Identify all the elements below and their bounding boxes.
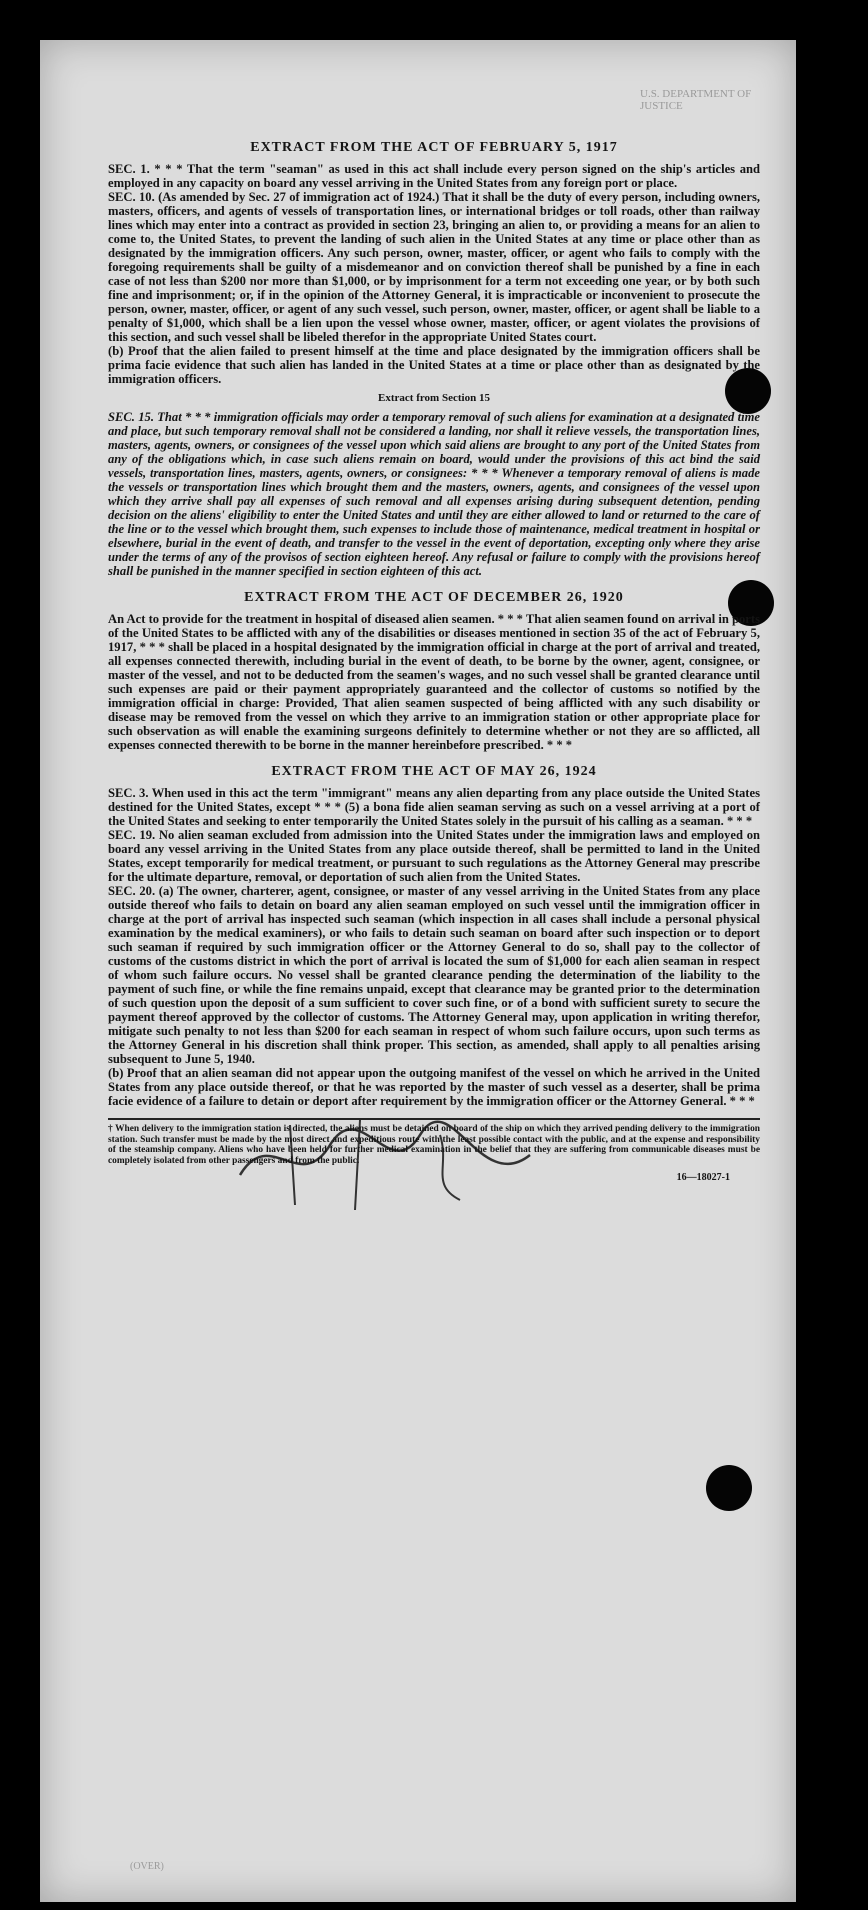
paragraph-1924-sec19: SEC. 19. No alien seaman excluded from admission into the United States under the immigration laws and employed on board any vessel arriving in the United States from any place outside thereof, shall be permitted to land in the United States, except temporarily for medical treatment, or pursuant to such regulations as the Attorney General may prescribe for the ultimate departure, removal, or deportation of such alien from the United States.	[108, 828, 760, 884]
heading-act-1924: EXTRACT FROM THE ACT OF MAY 26, 1924	[271, 764, 597, 779]
heading-section-15: Extract from Section 15	[378, 392, 490, 404]
paragraph-1924-sec20b: (b) Proof that an alien seaman did not appear upon the outgoing manifest of the vessel on which he arrived in the United States from any place outside thereof, or that he was reported by the master of such vessel as a deserter, shall be prima facie evidence of a failure to detain or deport after requirement by the immigration officer or the Attorney General. * * *	[108, 1066, 760, 1108]
paragraph-1917-sec10: SEC. 10. (As amended by Sec. 27 of immigration act of 1924.) That it shall be the duty of every person, including owners, masters, officers, and agents of vessels of transportation lines, or international bridges or toll roads, other than railway lines which may enter into a contract as provided in section 23, bringing an alien to, or providing a means for an alien to come to, the United States, to prevent the landing of such alien in the United States at any time or place other than as designated by the immigration officers. Any such person, owner, master, officer, or agent who fails to comply with the foregoing requirements shall be guilty of a misdemeanor and on conviction thereof shall be punished by a fine in each case of not less than $200 nor more than $1,000, or by imprisonment for a term not exceeding one year, or by both such fine and imprisonment; or, if in the opinion of the Attorney General, it is impracticable or inconvenient to prosecute the person, owner, master, officer, or agent of any such vessel, such person, owner, master, officer, or agent shall be liable to a penalty of $1,000, which shall be a lien upon the vessel whose owner, master, officer, or agent violates the provisions of this section, and such vessel shall be libeled therefor in the appropriate United States court.	[108, 190, 760, 344]
paragraph-section-15: SEC. 15. That * * * immigration officials may order a temporary removal of such aliens for examination at a designated time and place, but such temporary removal shall not be considered a landing, nor shall it relieve vessels, the transportation lines, masters, agents, owners, or consignees of the vessel upon which said aliens are brought to any port of the United States from any of the obligations which, in case such aliens remain on board, would under the provisions of this act bind the said vessels, transportation lines, masters, agents, owners, or consignees: * * * Whenever a temporary removal of aliens is made the vessels or transportation lines which brought them and the masters, owners, agents, and consignees of the vessel upon which they arrive shall pay all expenses of such removal and all expenses arising during subsequent detention, pending decision on the aliens' eligibility to enter the United States and until they are either allowed to land or returned to the care of the line or to the vessel which brought them, such expenses to include those of maintenance, medical treatment in hospital or elsewhere, burial in the event of death, and transfer to the vessel in the event of deportation, excepting only where they arise under the terms of any of the provisos of section eighteen hereof. Any refusal or failure to comply with the provisions hereof shall be punished in the manner specified in section eighteen of this act.	[108, 410, 760, 578]
footnote-text: † When delivery to the immigration station is directed, the aliens must be detained on board of the ship on which they arrived pending delivery to the immigration station. Such transfer must be made by the most direct and expeditious route with the least possible contact with the public, and at the expense and responsibility of the steamship company. Aliens who have been held for further medical examination in the belief that they are suffering from communicable diseases must be completely isolated from other passengers and from the public.	[108, 1124, 760, 1166]
paragraph-1917-sec1: SEC. 1. * * * That the term "seaman" as used in this act shall include every person signed on the ship's articles and employed in any capacity on board any vessel arriving in the United States from any foreign port or place.	[108, 162, 760, 190]
form-number: 16—18027-1	[676, 1172, 730, 1183]
bleed-through-footer: (OVER)	[130, 1861, 164, 1872]
punch-hole-3	[706, 1465, 752, 1511]
paragraph-1917-proof: (b) Proof that the alien failed to present himself at the time and place designated by the immigration officers shall be prima facie evidence that such alien has landed in the United States at a time or place other than as designated by the immigration officers.	[108, 344, 760, 386]
paragraph-1920: An Act to provide for the treatment in hospital of diseased alien seamen. * * * That alien seamen found on arrival in ports of the United States to be afflicted with any of the disabilities or diseases mentioned in section 35 of the act of February 5, 1917, * * * shall be placed in a hospital designated by the immigration official in charge at the port of arrival and treated, all expenses connected therewith, including burial in the event of death, to be borne by the owner, agent, consignee, or master of the vessel, and not to be deducted from the seamen's wages, and no such vessel shall be granted clearance until such expenses are paid or their payment appropriately guaranteed and the collector of customs so notified by the immigration official in charge: Provided, That alien seamen suspected of being afflicted with any such disability or disease may be removed from the vessel on which they arrive to an immigration station or other appropriate place for such observation as will enable the examining surgeons definitely to determine whether or not they are so afflicted, all expenses connected therewith to be borne in the manner hereinbefore prescribed. * * *	[108, 612, 760, 752]
document-page	[40, 40, 796, 1902]
footnote-block	[108, 1118, 760, 1166]
paragraph-1924-sec3: SEC. 3. When used in this act the term "immigrant" means any alien departing from any place outside the United States destined for the United States, except * * * (5) a bona fide alien seaman serving as such on a vessel arriving at a port of the United States and seeking to enter temporarily the United States solely in the pursuit of his calling as a seaman. * * *	[108, 786, 760, 828]
heading-act-1917: EXTRACT FROM THE ACT OF FEBRUARY 5, 1917	[250, 140, 618, 155]
heading-act-1920: EXTRACT FROM THE ACT OF DECEMBER 26, 1920	[244, 590, 624, 605]
document-body	[108, 140, 760, 1183]
paragraph-1924-sec20: SEC. 20. (a) The owner, charterer, agent, consignee, or master of any vessel arriving in the United States from any place outside thereof who fails to detain on board any alien seaman employed on such vessel until the immigration officer in charge at the port of arrival has inspected such seaman (which inspection in all cases shall include a personal physical examination by the medical examiners), or who fails to detain such seaman on board after such inspection or to deport such seaman if required by such immigration officer or the Attorney General to do so, shall pay to the collector of customs of the customs district in which the port of arrival is located the sum of $1,000 for each alien seaman in respect of whom such failure occurs. No vessel shall be granted clearance pending the determination of the liability to the payment of such fine, or while the fine remains unpaid, except that clearance may be granted prior to the determination of such question upon the deposit of a sum sufficient to cover such fine, or of a bond with sufficient surety to secure the payment thereof approved by the collector of customs. The Attorney General may, upon application in writing therefor, mitigate such penalty to not less than $200 for each seaman in respect of whom such failure occurs, upon such terms as the Attorney General in his discretion shall think proper. This section, as amended, shall apply to all penalties arising subsequent to June 5, 1940.	[108, 884, 760, 1066]
bleed-through-header: U.S. DEPARTMENT OF JUSTICE	[640, 88, 752, 112]
